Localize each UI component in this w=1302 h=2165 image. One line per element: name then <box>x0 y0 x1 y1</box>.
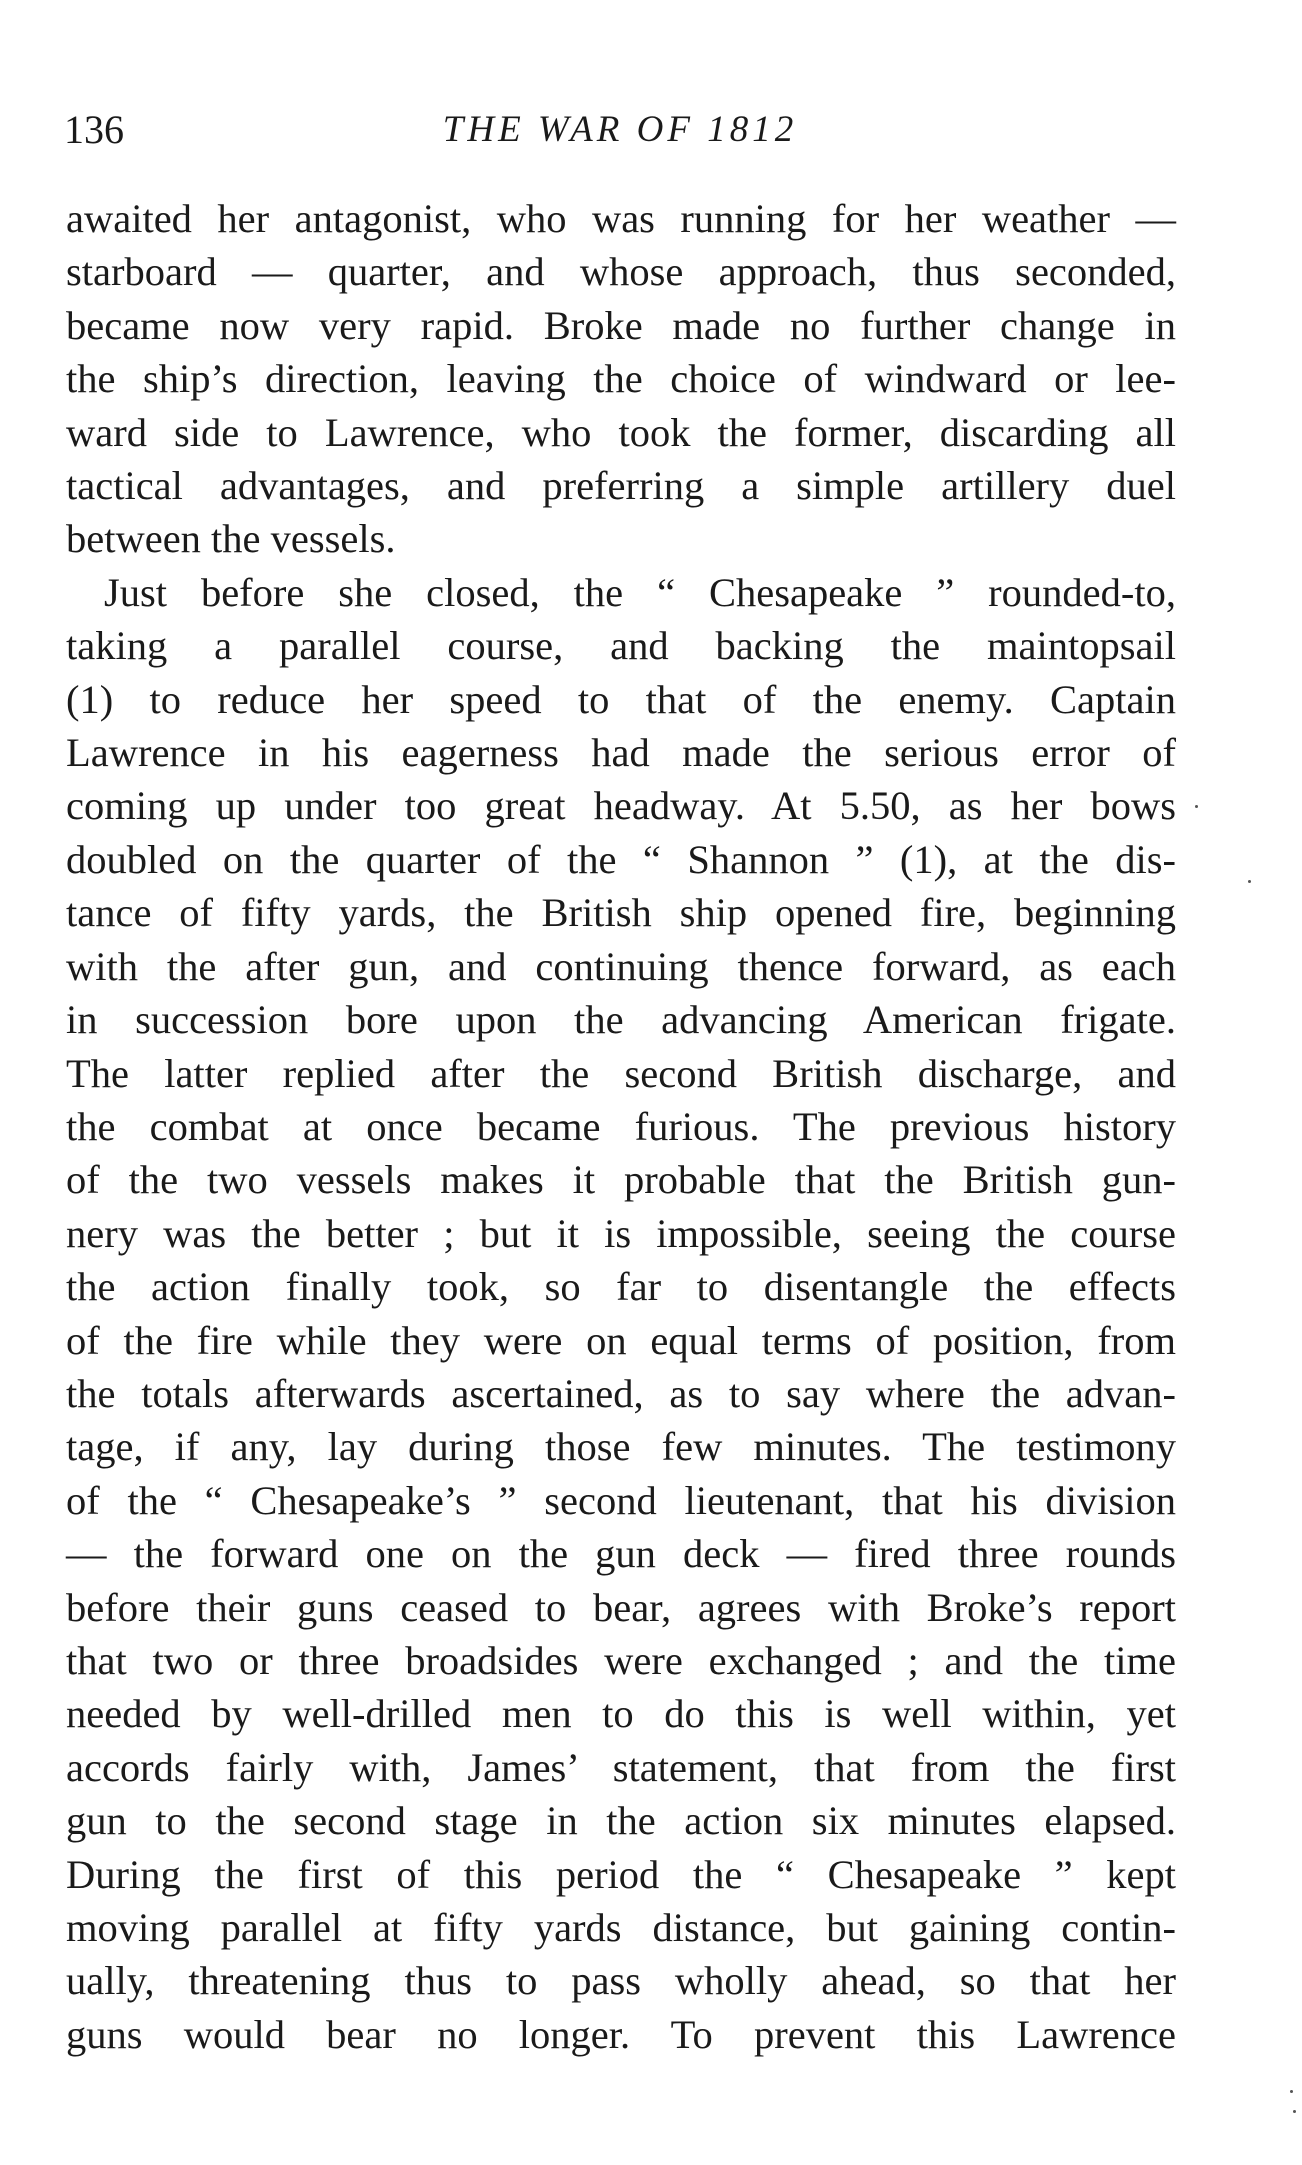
text-line: of the two vessels makes it probable that the British gun- <box>66 1157 1176 1203</box>
text-line: Lawrence in his eagerness had made the serious error of <box>66 730 1176 776</box>
text-line: — the forward one on the gun deck — fired three rounds <box>66 1531 1176 1577</box>
text-line: taking a parallel course, and backing the maintopsail <box>66 623 1176 669</box>
text-line: gun to the second stage in the action six minutes elapsed. <box>66 1798 1176 1844</box>
scan-speck <box>1293 2110 1296 2113</box>
page-number: 136 <box>64 107 124 152</box>
body-text <box>66 192 1176 2061</box>
text-line: tance of fifty yards, the British ship opened fire, beginning <box>66 890 1176 936</box>
running-title: THE WAR OF 1812 <box>442 109 798 150</box>
text-line: doubled on the quarter of the “ Shannon ” (1), at the dis- <box>66 836 1176 882</box>
text-line: in succession bore upon the advancing American frigate. <box>66 997 1176 1043</box>
text-line: starboard — quarter, and whose approach, thus seconded, <box>66 249 1176 295</box>
text-line: ward side to Lawrence, who took the former, discarding all <box>66 409 1176 455</box>
text-line: guns would bear no longer. To prevent this Lawrence <box>66 2011 1176 2057</box>
text-line: with the after gun, and continuing thence forward, as each <box>66 943 1176 989</box>
text-line: of the “ Chesapeake’s ” second lieutenant, that his division <box>66 1477 1176 1523</box>
text-line: Just before she closed, the “ Chesapeake ” rounded-to, <box>104 569 1176 615</box>
scan-speck <box>1195 805 1198 808</box>
running-head <box>64 100 1176 160</box>
text-line: the ship’s direction, leaving the choice of windward or lee- <box>66 356 1176 402</box>
text-line: became now very rapid. Broke made no further change in <box>66 302 1176 348</box>
text-line: the totals afterwards ascertained, as to say where the advan- <box>66 1370 1176 1416</box>
text-line: The latter replied after the second British discharge, and <box>66 1050 1176 1096</box>
text-line: needed by well-drilled men to do this is well within, yet <box>66 1691 1176 1737</box>
text-line: During the first of this period the “ Chesapeake ” kept <box>66 1851 1176 1897</box>
text-line: ually, threatening thus to pass wholly ahead, so that her <box>66 1958 1176 2004</box>
text-line: accords fairly with, James’ statement, that from the first <box>66 1744 1176 1790</box>
text-line: that two or three broadsides were exchanged ; and the time <box>66 1637 1176 1683</box>
text-line: before their guns ceased to bear, agrees with Broke’s report <box>66 1584 1176 1630</box>
text-line: the action finally took, so far to disentangle the effects <box>66 1264 1176 1310</box>
text-line: coming up under too great headway. At 5.50, as her bows <box>66 783 1176 829</box>
text-line: moving parallel at fifty yards distance, but gaining contin- <box>66 1905 1176 1950</box>
text-line: of the fire while they were on equal terms of position, from <box>66 1317 1176 1363</box>
text-line: between the vessels. <box>66 516 396 562</box>
text-line: the combat at once became furious. The previous history <box>66 1103 1176 1149</box>
scan-speck <box>1248 880 1251 883</box>
text-line: awaited her antagonist, who was running for her weather — <box>66 196 1176 241</box>
scan-speck <box>1290 2090 1293 2093</box>
text-line: (1) to reduce her speed to that of the enemy. Captain <box>66 676 1176 722</box>
text-line: nery was the better ; but it is impossible, seeing the course <box>66 1210 1176 1256</box>
text-line: tage, if any, lay during those few minutes. The testimony <box>66 1424 1176 1470</box>
text-line: tactical advantages, and preferring a simple artillery duel <box>66 463 1176 509</box>
